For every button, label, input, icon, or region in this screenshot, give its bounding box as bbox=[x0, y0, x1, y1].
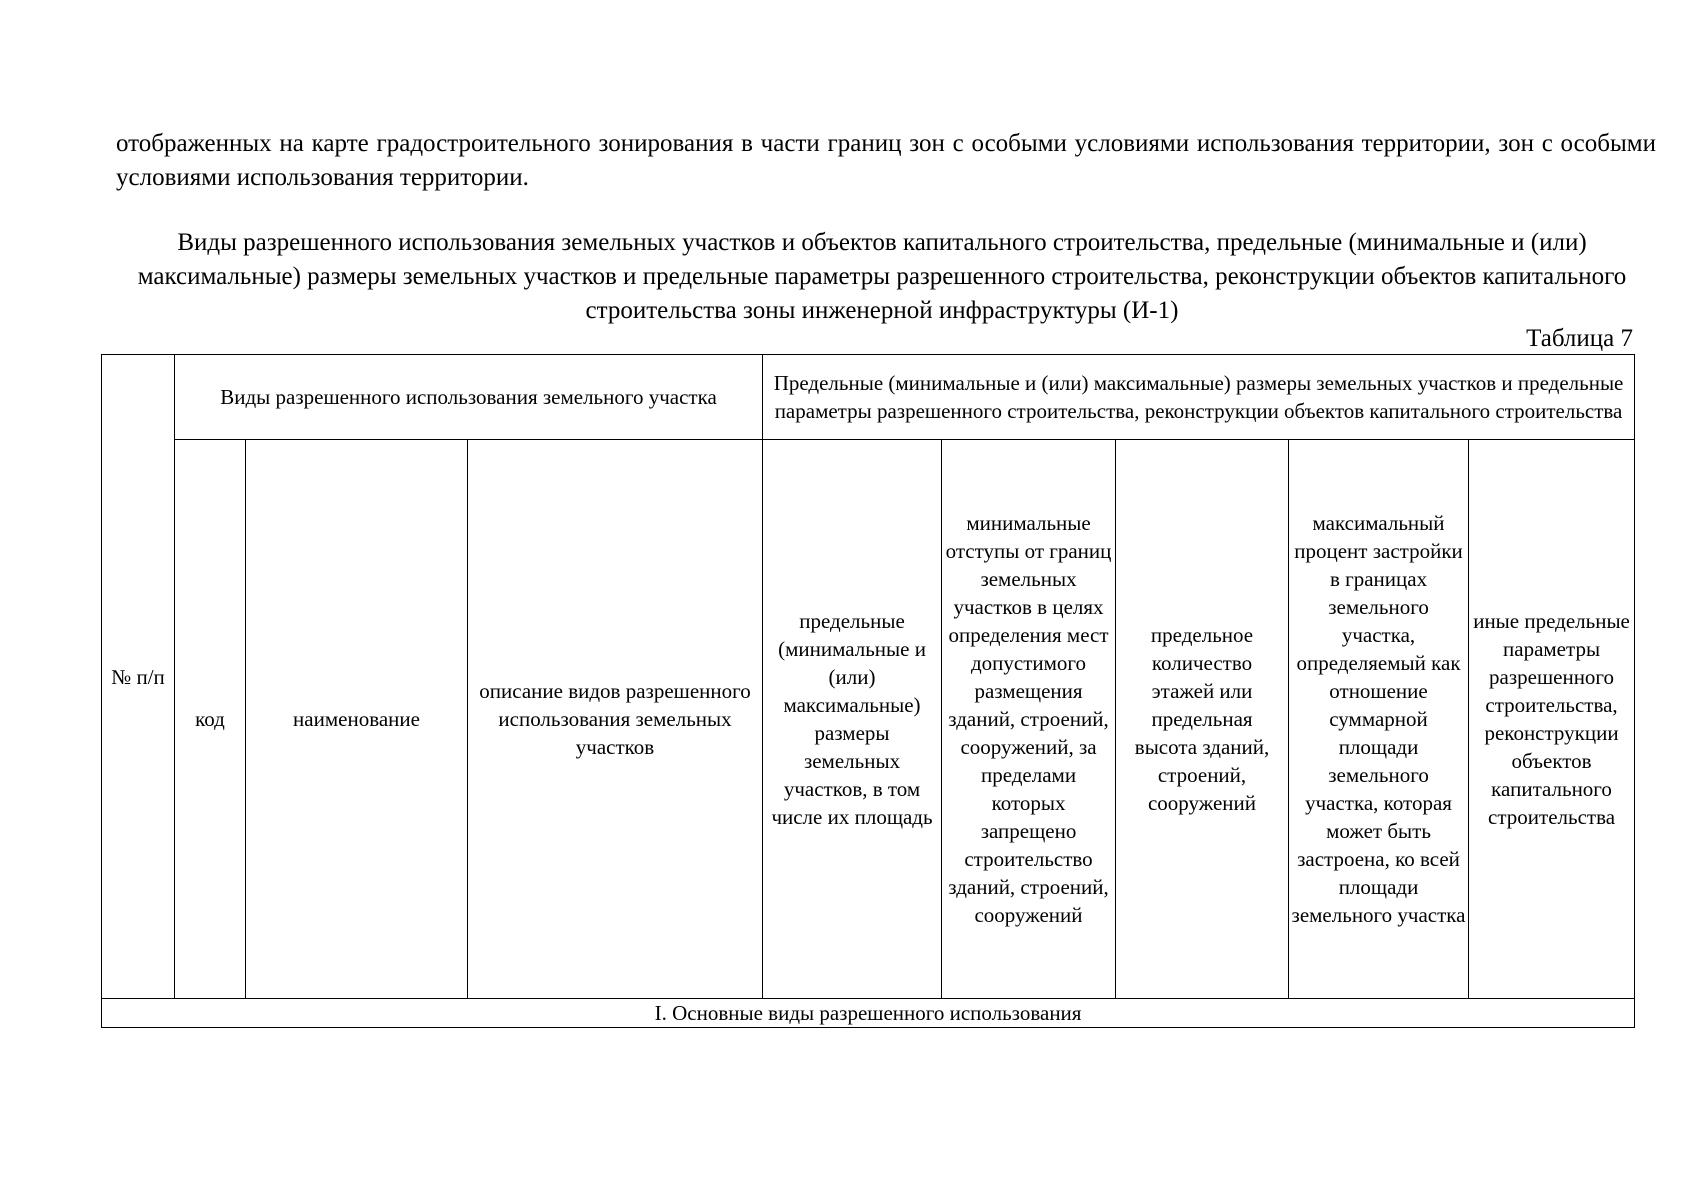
header-coverage: максимальный процент застройки в границах земельного участка, определяемый как отношение суммарной площади земельного участка, которая может быть застроена, ко всей площади земельного участка bbox=[1289, 440, 1469, 999]
table-header-row-1 bbox=[102, 355, 1635, 440]
intro-paragraph: отображенных на карте градостроительного зонирования в части границ зон с особыми условиями использования территории, зон с особыми условиями использования территории. bbox=[116, 130, 1656, 191]
header-other-params: иные предельные параметры разрешенного строительства, реконструкции объектов капитального строительства bbox=[1469, 440, 1635, 999]
header-code: код bbox=[175, 440, 246, 999]
header-plot-size: предельные (минимальные и (или) максимальные) размеры земельных участков, в том числе их площадь bbox=[763, 440, 942, 999]
header-number: № п/п bbox=[102, 355, 175, 999]
section-row bbox=[102, 999, 1635, 1028]
table-label: Таблица 7 bbox=[1526, 325, 1633, 352]
header-name: наименование bbox=[246, 440, 468, 999]
header-floors: предельное количество этажей или предельная высота зданий, строений, сооружений bbox=[1116, 440, 1289, 999]
document-heading: Виды разрешенного использования земельных участков и объектов капитального строительства, предельные (минимальные и (или) максимальные) размеры земельных участков и предельные параметры разрешенного строительства, реконструкции объектов капитального строительства зоны инженерной инфраструктуры (И-1) bbox=[137, 229, 1627, 324]
header-description: описание видов разрешенного использования земельных участков bbox=[468, 440, 763, 999]
table-header-row-2 bbox=[102, 440, 1635, 999]
header-setbacks: минимальные отступы от границ земельных участков в целях определения мест допустимого размещения зданий, строений, сооружений, за пределами которых запрещено строительство зданий, строений, сооружений bbox=[942, 440, 1116, 999]
land-use-table bbox=[101, 354, 1635, 1028]
header-group-parameters: Предельные (минимальные и (или) максимальные) размеры земельных участков и предельные параметры разрешенного строительства, реконструкции объектов капитального строительства bbox=[763, 355, 1635, 440]
section-main-uses: I. Основные виды разрешенного использования bbox=[102, 999, 1635, 1028]
header-group-land-use: Виды разрешенного использования земельного участка bbox=[175, 355, 763, 440]
